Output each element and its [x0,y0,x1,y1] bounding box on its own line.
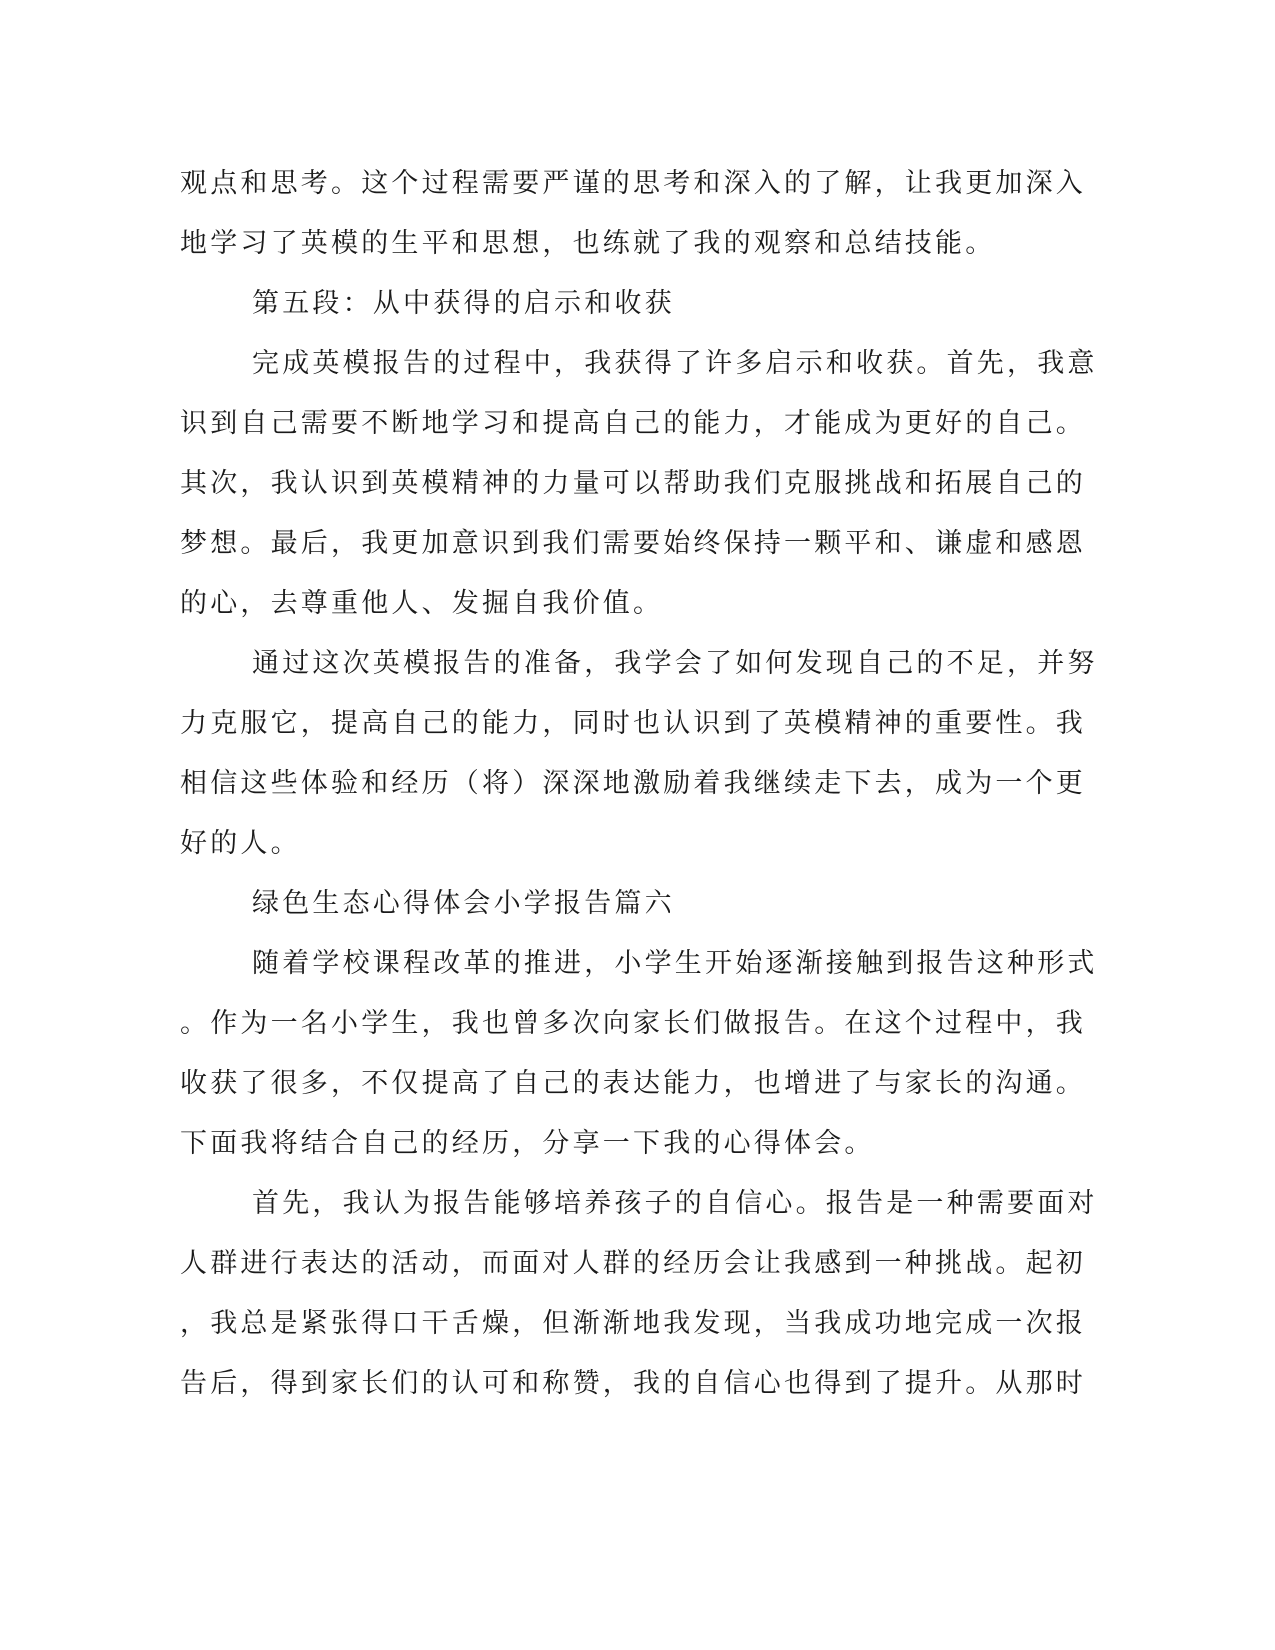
text-line: 梦想。最后，我更加意识到我们需要始终保持一颗平和、谦虚和感恩 [180,528,1086,559]
section-heading: 绿色生态心得体会小学报告篇六 [252,888,675,919]
text-line: 人群进行表达的活动，而面对人群的经历会让我感到一种挑战。起初 [180,1248,1086,1279]
text-line: 通过这次英模报告的准备，我学会了如何发现自己的不足，并努 [252,648,1098,679]
text-line: 告后，得到家长们的认可和称赞，我的自信心也得到了提升。从那时 [180,1368,1086,1399]
text-line: 随着学校课程改革的推进，小学生开始逐渐接触到报告这种形式 [252,948,1098,979]
text-line: 力克服它，提高自己的能力，同时也认识到了英模精神的重要性。我 [180,708,1086,739]
text-line: ，我总是紧张得口干舌燥，但渐渐地我发现，当我成功地完成一次报 [180,1308,1086,1339]
text-line: 好的人。 [180,828,301,859]
text-line: 收获了很多，不仅提高了自己的表达能力，也增进了与家长的沟通。 [180,1068,1086,1099]
text-line: 识到自己需要不断地学习和提高自己的能力，才能成为更好的自己。 [180,408,1086,439]
text-line: 下面我将结合自己的经历，分享一下我的心得体会。 [180,1128,875,1159]
text-line: 地学习了英模的生平和思想，也练就了我的观察和总结技能。 [180,228,996,259]
text-line: 相信这些体验和经历（将）深深地激励着我继续走下去，成为一个更 [180,768,1086,799]
text-line: 其次，我认识到英模精神的力量可以帮助我们克服挑战和拓展自己的 [180,468,1086,499]
text-line: 完成英模报告的过程中，我获得了许多启示和收获。首先，我意 [252,348,1098,379]
text-line: 。作为一名小学生，我也曾多次向家长们做报告。在这个过程中，我 [180,1008,1086,1039]
text-line: 的心，去尊重他人、发掘自我价值。 [180,588,664,619]
text-line: 观点和思考。这个过程需要严谨的思考和深入的了解，让我更加深入 [180,168,1086,199]
text-line: 首先，我认为报告能够培养孩子的自信心。报告是一种需要面对 [252,1188,1098,1219]
document-body [180,154,1098,1414]
section-heading: 第五段：从中获得的启示和收获 [252,288,675,319]
